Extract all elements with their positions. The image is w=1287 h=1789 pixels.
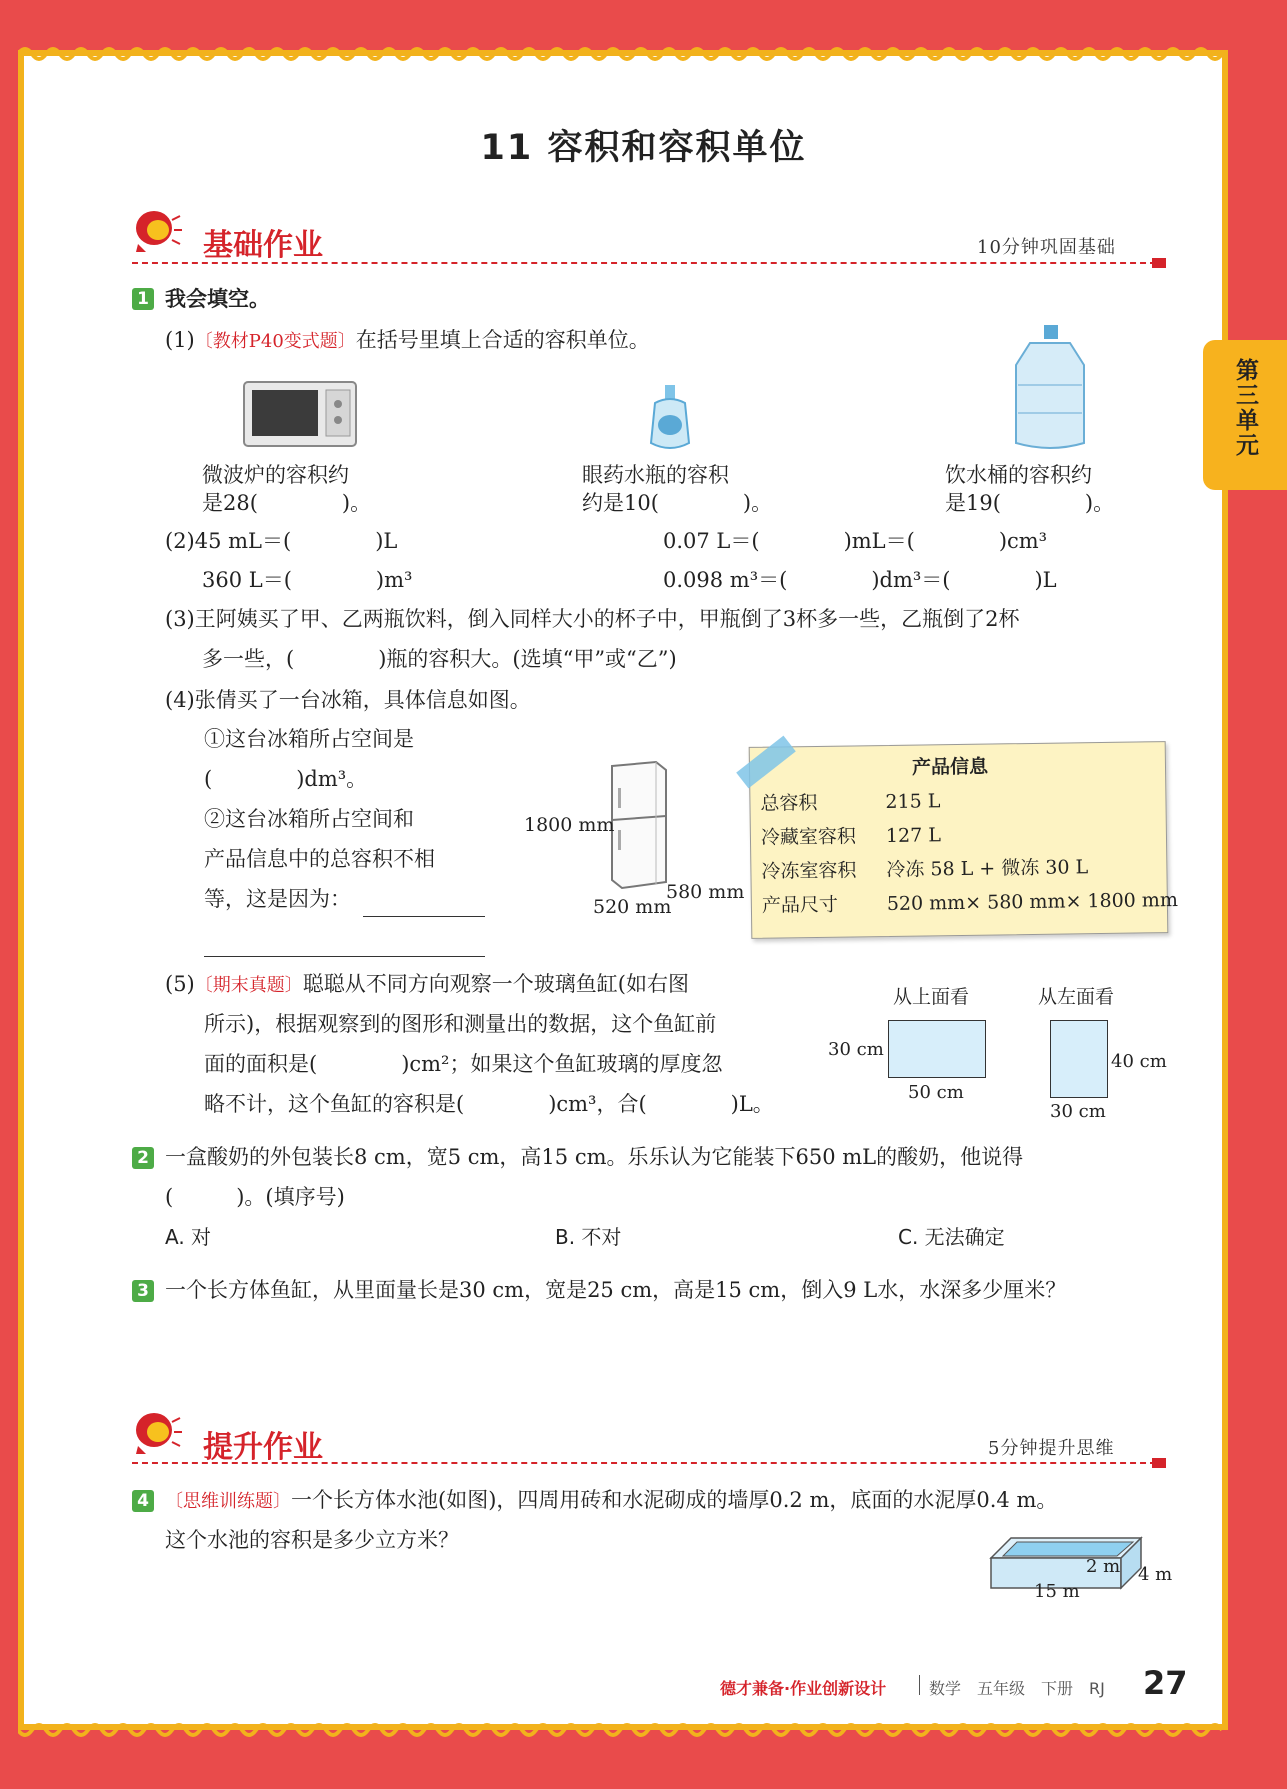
product-info-row-value: 127 L [885,824,942,848]
q1-item-eyedrop-line1: 眼药水瓶的容积 [582,463,729,487]
pool-width-label: 2 m [1086,1556,1121,1577]
q1-part5-tag: 〔期末真题〕 [194,975,303,996]
footer-brand: 德才兼备·作业创新设计 [720,1679,887,1698]
section-advanced-title: 提升作业 [203,1430,323,1465]
product-info-row-value: 520 mm× 580 mm× 1800 mm [886,888,1179,916]
q1-part5-line4: 略不计，这个鱼缸的容积是( )cm³，合( )L。 [204,1092,774,1116]
left-view-width: 30 cm [1050,1101,1106,1122]
q1-part1-text: 在括号里填上合适的容积单位。 [355,328,650,352]
q1-item-microwave-line1: 微波炉的容积约 [202,463,349,487]
question-2-number: 2 [132,1147,154,1169]
product-info-row-key: 冷藏室容积 [760,825,857,849]
q1-item-microwave-line2: 是28( )。 [202,491,372,515]
product-info-title: 产品信息 [911,755,989,779]
footer-divider [919,1675,920,1695]
question-3-number: 3 [132,1280,154,1302]
microwave-image [242,378,360,450]
megaphone-icon [132,208,182,254]
q1-part4-stem: (4)张倩买了一台冰箱，具体信息如图。 [165,688,531,712]
q1-part4-sub2c: 等，这是因为： [204,887,351,911]
unit-tab[interactable] [1203,340,1287,490]
q1-part2-a: (2)45 mL＝( )L [165,529,398,553]
q1-item-eyedrop-line2: 约是10( )。 [582,491,773,515]
q1-part4-sub2b: 产品信息中的总容积不相 [204,847,435,871]
section-basic-divider [132,262,1156,264]
question-4-text1: 一个长方体水池(如图)，四周用砖和水泥砌成的墙厚0.2 m，底面的水泥厚0.4 m。 [291,1488,1058,1512]
question-4-number: 4 [132,1490,154,1512]
q1-item-bucket-line2: 是19( )。 [945,491,1115,515]
question-2-line1: 一盒酸奶的外包装长8 cm，宽5 cm，高15 cm。乐乐认为它能装下650 mL的酸奶，他说得 [165,1145,1024,1169]
bottom-wave-border [18,1722,1233,1742]
unit-tab-label: 第三单元 [1232,358,1258,458]
section-advanced-divider-end [1152,1458,1166,1468]
fridge-height-label: 1800 mm [524,814,615,836]
left-view-height: 40 cm [1111,1051,1167,1072]
section-advanced-subtitle: 5分钟提升思维 [988,1438,1115,1459]
section-basic-divider-end [1152,258,1166,268]
section-basic-subtitle: 10分钟巩固基础 [977,237,1116,258]
q1-part2-c: 360 L＝( )m³ [202,568,413,592]
section-advanced-divider [132,1462,1156,1464]
question-4-line2: 这个水池的容积是多少立方米？ [165,1528,459,1552]
question-1-number: 1 [132,288,154,310]
q1-part3-line2: 多一些，( )瓶的容积大。(选填“甲”或“乙”) [202,647,677,671]
top-view-height: 30 cm [828,1039,884,1060]
top-wave-border [18,42,1233,62]
product-info-card [749,741,1179,939]
footer-meta: 数学 五年级 下册 RJ [929,1679,1105,1698]
q1-part4-sub1a: ①这台冰箱所占空间是 [204,727,414,751]
q1-part5-label: (5) [165,972,195,996]
top-view-width: 50 cm [908,1082,964,1103]
q1-part2-d: 0.098 m³＝( )dm³＝( )L [663,568,1057,592]
q1-part1-label: (1) [165,328,195,352]
product-info-row-value: 215 L [885,790,941,814]
q1-part1 [165,327,650,354]
question-1-stem: 我会填空。 [165,287,270,311]
product-info-row-key: 总容积 [760,791,818,815]
q1-part5-line2: 所示)，根据观察到的图形和测量出的数据，这个鱼缸前 [204,1012,717,1036]
megaphone-icon [132,1410,182,1456]
question-2-line2: ( )。(填序号) [165,1185,345,1209]
q1-part5-text1: 聪聪从不同方向观察一个玻璃鱼缸(如右图 [302,972,689,996]
question-2-option-b[interactable]: B. 不对 [555,1225,622,1249]
fridge-width-label: 520 mm [593,896,672,918]
left-view-rectangle [1050,1020,1108,1098]
q1-item-bucket-line1: 饮水桶的容积约 [945,463,1092,487]
eyedrop-bottle-image [645,385,695,453]
pool-height-label: 4 m [1138,1564,1173,1585]
water-bucket-image [1010,325,1090,453]
q1-part2-b: 0.07 L＝( )mL＝( )cm³ [663,529,1048,553]
question-2-option-c[interactable]: C. 无法确定 [898,1225,1005,1249]
product-info-row-key: 冷冻室容积 [761,859,857,883]
top-view-rectangle [888,1020,986,1078]
fridge-depth-label: 580 mm [666,881,745,903]
fridge-image [608,760,670,890]
product-info-row-value: 冷冻 58 L + 微冻 30 L [886,856,1089,882]
q1-part1-tag: 〔教材P40变式题〕 [194,331,356,352]
q1-part4-sub2a: ②这台冰箱所占空间和 [204,807,414,831]
question-4-line1 [165,1487,1057,1514]
product-info-row-key: 产品尺寸 [761,893,839,917]
section-basic-title: 基础作业 [203,228,323,263]
top-view-label: 从上面看 [893,986,970,1008]
pool-length-label: 15 m [1034,1581,1080,1602]
left-view-label: 从左面看 [1038,986,1115,1008]
q1-part5-line1 [165,971,689,998]
q1-part4-sub1b: ( )dm³。 [204,767,368,791]
question-4-tag: 〔思维训练题〕 [165,1491,291,1512]
page-title: 11 容积和容积单位 [480,128,807,168]
question-2-option-a[interactable]: A. 对 [165,1225,212,1249]
question-3-text: 一个长方体鱼缸，从里面量长是30 cm，宽是25 cm，高是15 cm，倒入9 L水，水深多少厘米？ [165,1278,1067,1302]
page-number: 27 [1143,1664,1188,1702]
q1-part3-line1: (3)王阿姨买了甲、乙两瓶饮料，倒入同样大小的杯子中，甲瓶倒了3杯多一些，乙瓶倒了2杯 [165,607,1020,631]
q1-part4-answer-blank1[interactable] [363,916,485,917]
q1-part5-line3: 面的面积是( )cm²；如果这个鱼缸玻璃的厚度忽 [204,1052,723,1076]
q1-part4-answer-blank2[interactable] [204,956,485,957]
